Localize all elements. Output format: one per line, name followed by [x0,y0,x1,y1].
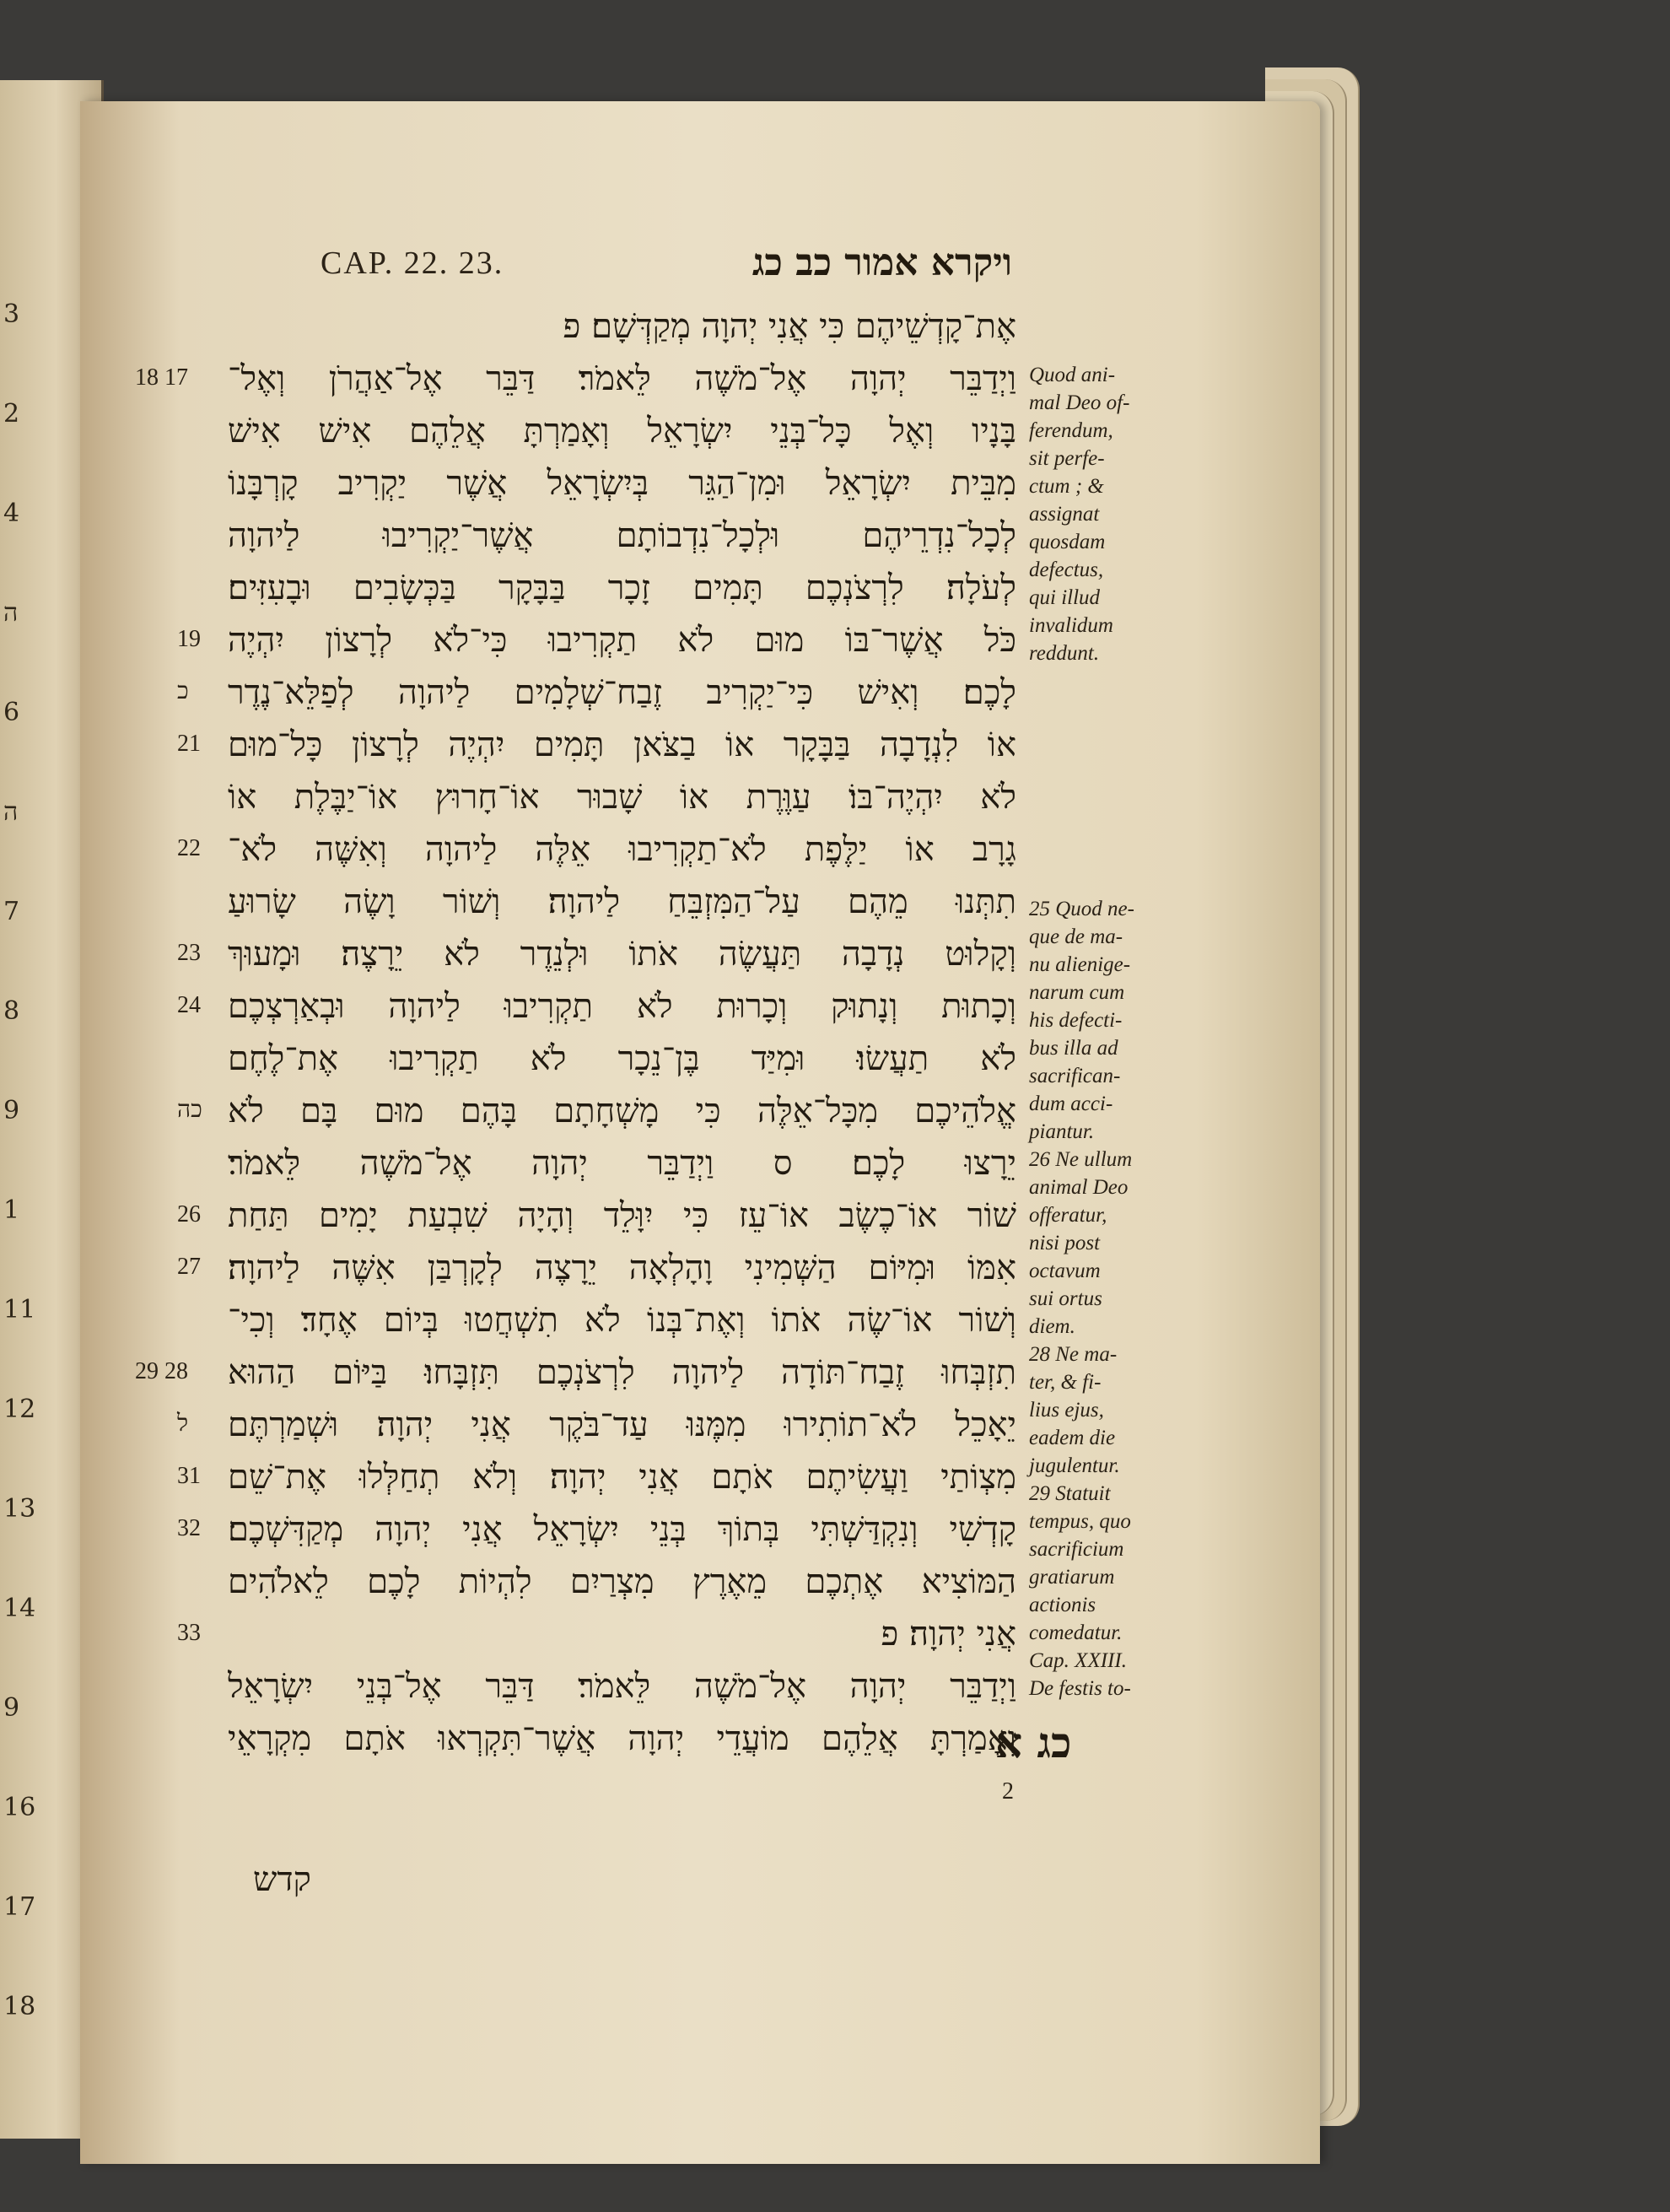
chapter-label: CAP. 22. 23. [321,245,504,281]
margin-note-line: lius ejus, [1029,1399,1104,1422]
margin-note-line: 26 Ne ullum [1029,1148,1133,1171]
margin-note-line: jugulentur. [1029,1454,1120,1477]
hebrew-text-column [228,300,1016,1765]
hebrew-line: וְאָמַרְתָּ אֲלֵהֶם מוֹעֲדֵי יְהוָה אֲשֶׁר־תִּקְרְאוּ אֹתָם מִקְרָאֵי [228,1719,1016,1758]
verse-number: 24 [177,992,201,1018]
margin-note-line: comedatur. [1029,1621,1123,1644]
hebrew-line: קָדְשִׁי וְנִקְדַּשְׁתִּי בְּתוֹךְ בְּנֵי יִשְׂרָאֵל אֲנִי יְהוָה מְקַדִּשְׁכֶם׃ [228,1510,1016,1549]
catchword: קדש [253,1860,311,1899]
margin-note-line: animal Deo [1029,1176,1129,1199]
margin-note-line: qui illud [1029,586,1101,609]
margin-note-line: eadem die [1029,1427,1116,1449]
margin-note-line: invalidum [1029,614,1113,637]
margin-note-line: dum acci- [1029,1093,1113,1115]
hebrew-line: וְקָלוּט נְדָבָה תַּעֲשֶׂה אֹתוֹ וּלְנֵדֶר לֹא יֵרָצֶה׃ וּמָעוּךְ [228,935,1016,974]
hebrew-line: אֱלֹהֵיכֶם מִכָּל־אֵלֶּה כִּי מָשְׁחָתָם בָּהֶם מוּם בָּם לֹא [228,1092,1016,1130]
hebrew-line: אוֹ לִנְדָבָה בַּבָּקָר אוֹ בַצֹּאן תָּמִים יִהְיֶה לְרָצוֹן כָּל־מוּם [228,726,1016,764]
verse-number: ל [177,1411,189,1437]
hebrew-line: שׁוֹר אוֹ־כֶשֶׂב אוֹ־עֵז כִּי יִוָּלֵד וְהָיָה שִׁבְעַת יָמִים תַּחַת [228,1196,1016,1235]
hebrew-line: לְכָל־נִדְרֵיהֶם וּלְכָל־נִדְבוֹתָם אֲשֶׁר־יַקְרִיבוּ לַיהוָה [228,516,1016,555]
margin-note-line: diem. [1029,1315,1075,1338]
margin-note-line: De festis to- [1029,1677,1131,1700]
margin-note-line: quosdam [1029,531,1106,553]
left-page-fragment: 4 [3,499,20,528]
chapter-marker: כג א [995,1718,1072,1767]
hebrew-line: יֵרָצוּ לָכֶם׃ ס וַיְדַבֵּר יְהוָה אֶל־מֹשֶׁה לֵּאמֹר׃ [228,1144,1016,1183]
verse-number: 18 17 [135,364,188,391]
left-page-fragment: ה [3,797,19,827]
margin-note-line: nisi post [1029,1232,1101,1254]
margin-note-line: assignat [1029,503,1100,526]
hebrew-line: כֹּל אֲשֶׁר־בּוֹ מוּם לֹא תַקְרִיבוּ כִּי־לֹא לְרָצוֹן יִהְיֶה [228,621,1016,660]
margin-note-line: octavum [1029,1260,1101,1282]
left-page-fragment: 9 [3,1096,20,1125]
margin-note-line: offeratur, [1029,1204,1107,1227]
margin-note-line: ctum ; & [1029,475,1104,498]
margin-note-line: sit perfe- [1029,447,1105,470]
verse-number: כ [177,678,189,704]
left-page-fragment: 1 [3,1195,20,1225]
margin-note-line: his defecti- [1029,1009,1123,1032]
margin-note-line: 29 Statuit [1029,1482,1111,1505]
margin-note-line: ferendum, [1029,419,1113,442]
hebrew-line: יֵאָכֵל לֹא־תוֹתִירוּ מִמֶּנּוּ עַד־בֹּקֶר אֲנִי יְהוָה׃ וּשְׁמַרְתֶּם [228,1405,1016,1444]
left-page-fragment: 17 [3,1892,36,1922]
hebrew-line: הַמּוֹצִיא אֶתְכֶם מֵאֶרֶץ מִצְרַיִם לִהְיוֹת לָכֶם לֵאלֹהִים [228,1562,1016,1601]
margin-note-line: bus illa ad [1029,1037,1118,1060]
left-page-fragment: 8 [3,996,20,1026]
margin-note-line: piantur. [1029,1120,1095,1143]
margin-note-line: 25 Quod ne- [1029,898,1134,920]
margin-note-line: gratiarum [1029,1566,1115,1589]
margin-note-line: que de ma- [1029,925,1123,948]
hebrew-line: תִתְּנוּ מֵהֶם עַל־הַמִּזְבֵּחַ לַיהוָה׃ וְשׁוֹר וָשֶׂה שָׂרוּעַ [228,882,1016,921]
left-page-fragment: 14 [3,1594,36,1623]
margin-note-line: reddunt. [1029,642,1100,665]
hebrew-line: אִמּוֹ וּמִיּוֹם הַשְּׁמִינִי וָהָלְאָה יֵרָצֶה לְקָרְבַּן אִשֶּׁה לַיהוָה׃ [228,1249,1016,1287]
page-header [321,241,1012,295]
hebrew-line: וְשׁוֹר אוֹ־שֶׂה אֹתוֹ וְאֶת־בְּנוֹ לֹא תִשְׁחֲטוּ בְּיוֹם אֶחָד׃ וְכִי־ [228,1301,1016,1340]
margin-note-line: sacrificium [1029,1538,1124,1561]
margin-note-line: nu alienige- [1029,953,1131,976]
left-page-fragment: 2 [3,399,20,429]
margin-note-line: Quod ani- [1029,364,1116,386]
hebrew-line: וַיְדַבֵּר יְהוָה אֶל־מֹשֶׁה לֵּאמֹר׃ דַּבֵּר אֶל־אַהֲרֹן וְאֶל־ [228,359,1016,398]
hebrew-line: וַיְדַבֵּר יְהוָה אֶל־מֹשֶׁה לֵּאמֹר׃ דַּבֵּר אֶל־בְּנֵי יִשְׂרָאֵל [228,1667,1016,1706]
hebrew-line: אֶת־קָדְשֵׁיהֶם כִּי אֲנִי יְהוָה מְקַדְּשָׁם׃ פ [563,307,1016,346]
margin-note-line: sacrifican- [1029,1065,1121,1087]
hebrew-line: מִצְוֹתַי וַעֲשִׂיתֶם אֹתָם אֲנִי יְהוָה׃ וְלֹא תְחַלְּלוּ אֶת־שֵׁם [228,1458,1016,1497]
verse-number: 26 [177,1201,201,1227]
verse-number: 22 [177,835,201,861]
left-page-fragment: 16 [3,1793,36,1822]
verse-number: 31 [177,1463,201,1489]
left-page-fragment: 13 [3,1494,36,1524]
margin-note-line: narum cum [1029,981,1125,1004]
margin-note-line: 28 Ne ma- [1029,1343,1118,1366]
verse-number: כה [177,1097,202,1123]
hebrew-line: בָּנָיו וְאֶל כָּל־בְּנֵי יִשְׂרָאֵל וְאָמַרְתָּ אֲלֵהֶם אִישׁ אִישׁ [228,412,1016,450]
margin-note-line: tempus, quo [1029,1510,1131,1533]
left-page-fragment: 6 [3,698,20,727]
hebrew-line: אֲנִי יְהוָה׃ פ [881,1615,1016,1654]
margin-note-line: Cap. XXIII. [1029,1649,1127,1672]
margin-note-line: defectus, [1029,558,1104,581]
hebrew-line: לְעֹלָה׃ לִרְצֹנְכֶם תָּמִים זָכָר בַּבָּקָר בַּכְּשָׂבִים וּבָעִזִּים׃ [228,569,1016,607]
hebrew-line: מִבֵּית יִשְׂרָאֵל וּמִן־הַגֵּר בְּיִשְׂרָאֵל אֲשֶׁר יַקְרִיב קָרְבָּנוֹ [228,464,1016,503]
verse-number: 27 [177,1254,201,1280]
verse-number: 33 [177,1620,201,1646]
hebrew-line: לָכֶם׃ וְאִישׁ כִּי־יַקְרִיב זֶבַח־שְׁלָמִים לַיהוָה לְפַלֵּא־נֶדֶר [228,673,1016,712]
verse-number: 23 [177,940,201,966]
verse-number: 29 28 [135,1358,188,1384]
left-page-fragment: 11 [3,1295,36,1325]
hebrew-running-title: ויקרא אמור כב כג [752,241,1012,284]
hebrew-line: לֹא תַעֲשׂוּ׃ וּמִיַּד בֶּן־נֵכָר לֹא תַקְרִיבוּ אֶת־לֶחֶם [228,1039,1016,1078]
margin-note-line: mal Deo of- [1029,391,1130,414]
left-page-fragment: 18 [3,1992,36,2021]
verse-number: 32 [177,1515,201,1541]
hebrew-line: תִזְבְּחוּ זֶבַח־תּוֹדָה לַיהוָה לִרְצֹנְכֶם תִּזְבָּחוּ׃ בַּיּוֹם הַהוּא [228,1353,1016,1392]
left-page-fragment: 3 [3,299,20,329]
margin-notes [1029,361,1181,1702]
margin-note-line: actionis [1029,1594,1096,1616]
left-page-fragment: 7 [3,897,20,926]
verse-number: 19 [177,626,201,652]
left-page-fragment: 9 [3,1693,20,1723]
left-page-fragment: 12 [3,1395,36,1424]
hebrew-line: לֹא יִהְיֶה־בּוֹ׃ עַוֶּרֶת אוֹ שָׁבוּר אוֹ־חָרוּץ אוֹ־יַבֶּלֶת אוֹ [228,778,1016,817]
left-page-fragment: ה [3,598,19,628]
margin-note-line: ter, & fi- [1029,1371,1102,1394]
hebrew-line: גָרָב אוֹ יַלֶּפֶת לֹא־תַקְרִיבוּ אֵלֶּה לַיהוָה וְאִשֶּׁה לֹא־ [228,830,1016,869]
verse-number: 2 [1002,1778,1014,1805]
hebrew-line: וְכָתוּת וְנָתוּק וְכָרוּת לֹא תַקְרִיבוּ לַיהוָה וּבְאַרְצְכֶם [228,987,1016,1026]
margin-note-line: sui ortus [1029,1287,1102,1310]
verse-number: 21 [177,731,201,757]
